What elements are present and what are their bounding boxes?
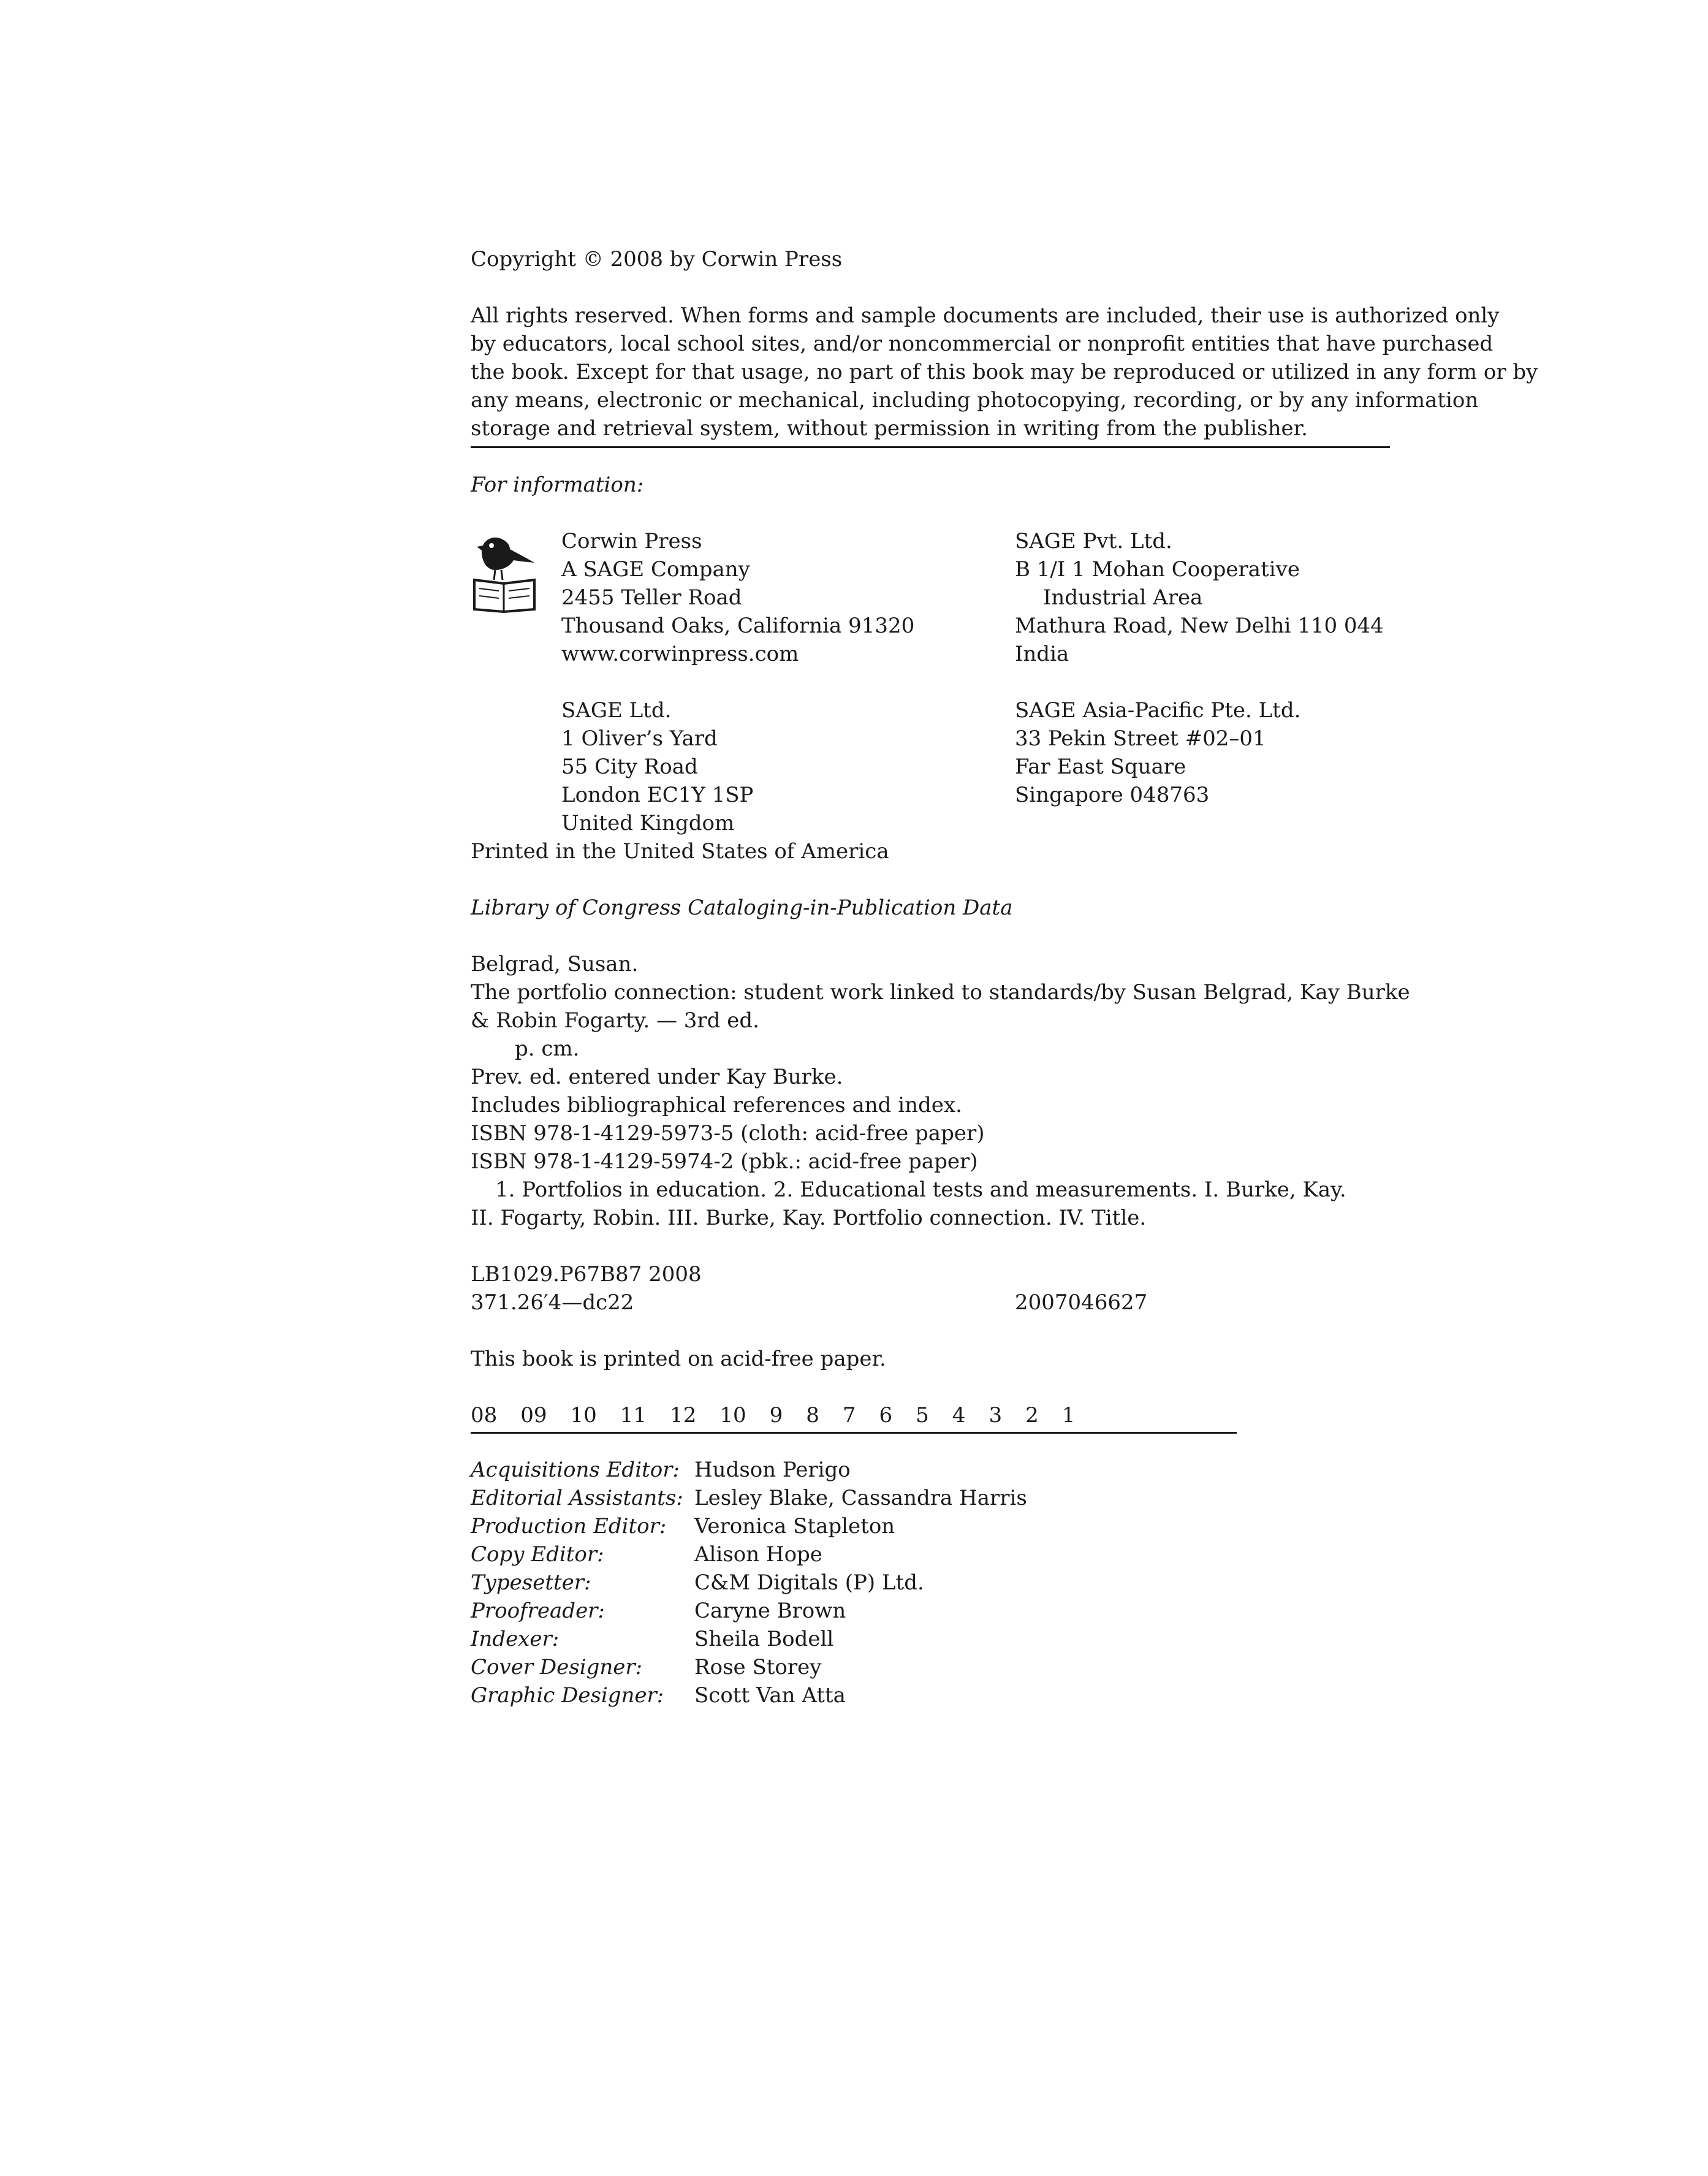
address-line: Mathura Road, New Delhi 110 044 <box>1015 614 1384 638</box>
credit-name: Alison Hope <box>694 1542 822 1567</box>
address-line: Far East Square <box>1015 755 1186 779</box>
address-line: 2455 Teller Road <box>561 585 742 610</box>
credit-name: Sheila Bodell <box>694 1627 834 1651</box>
address-line: A SAGE Company <box>561 557 750 582</box>
credit-row <box>471 1540 1390 1569</box>
print-number: 08 <box>471 1403 498 1428</box>
address-sage-uk <box>561 696 753 837</box>
rights-line: any means, electronic or mechanical, including photocopying, recording, or by any information <box>471 388 1479 413</box>
print-number: 10 <box>570 1403 597 1428</box>
address-sage-india <box>1015 527 1384 668</box>
print-number: 9 <box>769 1403 783 1428</box>
print-number: 3 <box>989 1403 1003 1428</box>
credit-name: Hudson Perigo <box>694 1458 851 1482</box>
address-line: India <box>1015 642 1069 666</box>
credit-role: Editorial Assistants: <box>471 1486 683 1510</box>
print-number: 6 <box>879 1403 893 1428</box>
address-line: 1 Oliver’s Yard <box>561 726 718 751</box>
credit-name: C&M Digitals (P) Ltd. <box>694 1570 924 1595</box>
publisher-addresses <box>471 527 1390 837</box>
address-line: SAGE Ltd. <box>561 698 672 723</box>
address-line: Corwin Press <box>561 529 702 554</box>
cip-record <box>471 950 1410 1317</box>
rights-line: All rights reserved. When forms and sample documents are included, their use is authorized only <box>471 303 1500 328</box>
credit-role: Cover Designer: <box>471 1655 643 1680</box>
production-credits <box>471 1456 1390 1710</box>
cip-lc-class: LB1029.P67B87 2008 <box>471 1262 702 1287</box>
address-line: B 1/I 1 Mohan Cooperative <box>1015 557 1300 582</box>
rights-paragraph <box>471 302 1538 443</box>
credit-row <box>471 1681 1390 1710</box>
print-line <box>471 1401 1237 1429</box>
credit-name: Rose Storey <box>694 1655 822 1680</box>
address-corwin <box>561 527 914 668</box>
address-sage-asia <box>1015 696 1300 809</box>
address-line: United Kingdom <box>561 811 735 835</box>
cip-dewey: 371.26′4—dc22 <box>471 1290 634 1315</box>
print-number: 7 <box>842 1403 856 1428</box>
printed-in: Printed in the United States of America <box>471 839 889 864</box>
corwin-raven-book-icon <box>471 527 538 613</box>
credit-role: Indexer: <box>471 1627 560 1651</box>
credit-role: Proofreader: <box>471 1599 605 1623</box>
cip-subjects: 1. Portfolios in education. 2. Educational tests and measurements. I. Burke, Kay. <box>495 1177 1346 1202</box>
rights-line: storage and retrieval system, without permission in writing from the publisher. <box>471 416 1308 441</box>
credit-row <box>471 1625 1390 1653</box>
address-line: 33 Pekin Street #02–01 <box>1015 726 1266 751</box>
address-line: Thousand Oaks, California 91320 <box>561 614 915 638</box>
credit-name: Lesley Blake, Cassandra Harris <box>694 1486 1027 1510</box>
cip-subjects: II. Fogarty, Robin. III. Burke, Kay. Portfolio connection. IV. Title. <box>471 1206 1147 1230</box>
cip-prev-ed: Prev. ed. entered under Kay Burke. <box>471 1065 843 1089</box>
address-line: SAGE Asia-Pacific Pte. Ltd. <box>1015 698 1301 723</box>
credit-row <box>471 1512 1390 1540</box>
credit-role: Copy Editor: <box>471 1542 604 1567</box>
cip-heading: Library of Congress Cataloging-in-Publication Data <box>471 896 1013 920</box>
print-number: 10 <box>719 1403 746 1428</box>
cip-title: & Robin Fogarty. — 3rd ed. <box>471 1008 759 1033</box>
page-content <box>471 245 1538 1710</box>
print-number: 4 <box>952 1403 966 1428</box>
address-line: London EC1Y 1SP <box>561 783 754 807</box>
credit-name: Veronica Stapleton <box>694 1514 895 1539</box>
credit-row <box>471 1456 1390 1484</box>
copyright-line: Copyright © 2008 by Corwin Press <box>471 247 843 272</box>
credit-row <box>471 1484 1390 1512</box>
credit-role: Acquisitions Editor: <box>471 1458 680 1482</box>
print-number: 5 <box>916 1403 929 1428</box>
cip-isbn: ISBN 978-1-4129-5973-5 (cloth: acid-free paper) <box>471 1121 985 1146</box>
cip-dewey-row <box>471 1288 1390 1317</box>
print-number: 09 <box>520 1403 547 1428</box>
credit-row <box>471 1569 1390 1597</box>
cip-author: Belgrad, Susan. <box>471 952 639 976</box>
acid-free-note: This book is printed on acid-free paper. <box>471 1347 886 1371</box>
print-number: 8 <box>806 1403 819 1428</box>
print-number: 2 <box>1025 1403 1039 1428</box>
credit-role: Graphic Designer: <box>471 1683 664 1708</box>
cip-pcm: p. cm. <box>515 1037 580 1061</box>
website-link: www.corwinpress.com <box>561 642 799 666</box>
print-number: 11 <box>620 1403 647 1428</box>
cip-includes: Includes bibliographical references and index. <box>471 1093 962 1117</box>
address-line: Industrial Area <box>1043 585 1203 610</box>
credit-name: Scott Van Atta <box>694 1683 846 1708</box>
cip-isbn: ISBN 978-1-4129-5974-2 (pbk.: acid-free paper) <box>471 1149 978 1174</box>
cip-title: The portfolio connection: student work linked to standards/by Susan Belgrad, Kay Burke <box>471 980 1410 1005</box>
credit-row <box>471 1597 1390 1625</box>
rights-line: the book. Except for that usage, no part of this book may be reproduced or utilized in any form or by <box>471 360 1538 384</box>
credit-name: Caryne Brown <box>694 1599 846 1623</box>
credit-row <box>471 1653 1390 1681</box>
print-number: 1 <box>1061 1403 1076 1428</box>
address-line: SAGE Pvt. Ltd. <box>1015 529 1172 554</box>
credit-role: Production Editor: <box>471 1514 667 1539</box>
cip-lccn: 2007046627 <box>1015 1290 1148 1315</box>
rights-line: by educators, local school sites, and/or noncommercial or nonprofit entities that have purchased <box>471 332 1494 356</box>
credit-role: Typesetter: <box>471 1570 591 1595</box>
address-line: 55 City Road <box>561 755 698 779</box>
address-line: Singapore 048763 <box>1015 783 1210 807</box>
print-number: 12 <box>670 1403 697 1428</box>
for-information-label: For information: <box>471 473 644 497</box>
